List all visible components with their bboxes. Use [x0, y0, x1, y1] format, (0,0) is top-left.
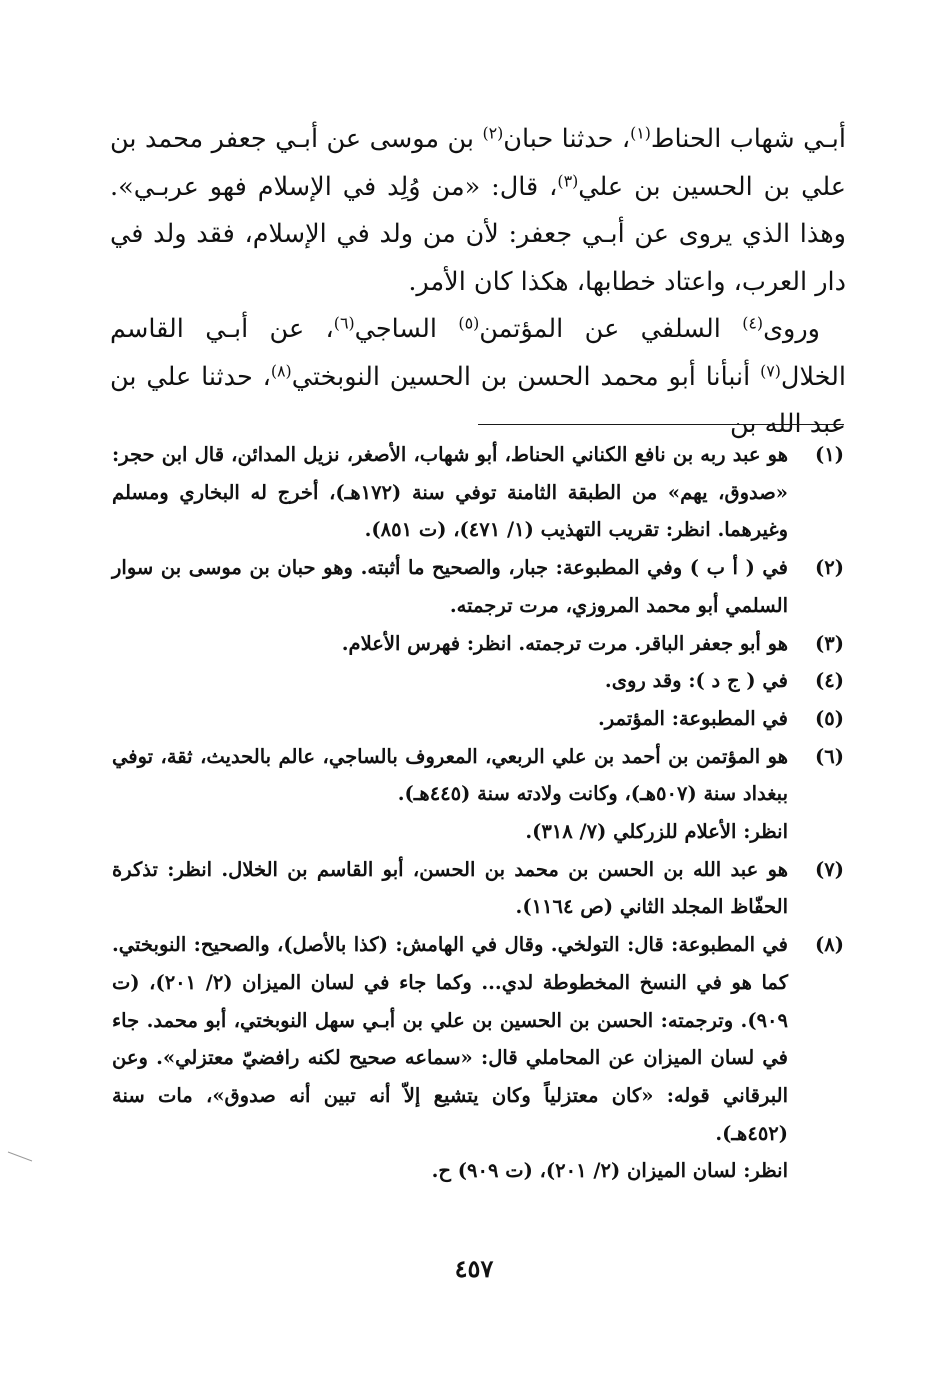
footnote-6: [112, 738, 844, 851]
footnote-7: [112, 851, 844, 926]
footnote-ref-8: (٨): [270, 360, 292, 380]
footnote-number: (٨): [815, 933, 844, 957]
footnote-text: [112, 625, 788, 663]
footnote-line: انظر: لسان الميزان (٢/ ٢٠١)، (ت ٩٠٩) ح.: [431, 1159, 788, 1183]
footnote-text: [112, 851, 788, 926]
footnote-1: [112, 436, 844, 549]
footnote-ref-4: (٤): [742, 313, 764, 333]
text-run: أبـي شهاب الحناط: [650, 124, 846, 154]
footnotes-section: [112, 436, 844, 1190]
footnote-number: (٢): [815, 556, 844, 580]
footnote-ref-6: (٦): [333, 313, 355, 333]
text-run: ، حدثنا علي بن عبد الله بن: [110, 361, 846, 439]
footnote-ref-2: (٢): [482, 123, 504, 143]
footnote-2: [112, 549, 844, 624]
footnote-3: [112, 625, 844, 663]
footnote-text: [112, 738, 788, 851]
footnote-number: (٦): [815, 744, 844, 768]
footnote-text: [112, 436, 788, 549]
footnote-ref-7: (٧): [760, 360, 781, 380]
footnote-ref-5: (٥): [458, 313, 480, 333]
page-number: [0, 1254, 948, 1283]
footnote-line: في المطبوعة: المؤتمر.: [598, 706, 788, 730]
text-run: أنبأنا أبو محمد الحسن بن الحسين النوبختي: [291, 361, 761, 392]
footnote-line: في ( أ ب ) وفي المطبوعة: جبار، والصحيح ما أثبته. وهو حبان بن موسى بن سوار السلمي أبو محمد المروزي، مرت ترجمته.: [112, 556, 788, 617]
footnote-line: هو المؤتمن بن أحمد بن علي الربعي، المعروف بالساجي، عالم بالحديث، ثقة، توفي ببغداد سنة (٥٠٧هـ)، وكانت ولادته سنة (٤٤٥هـ).: [112, 744, 788, 806]
footnote-line: هو عبد الله بن الحسن بن محمد بن الحسن، أبو القاسم بن الخلال. انظر: تذكرة الحفّاظ المجلد الثاني (ص ١١٦٤).: [112, 857, 788, 919]
footnote-ref-3: (٣): [557, 170, 579, 190]
footnote-line: في المطبوعة: قال: التولخي. وقال في الهامش: (كذا بالأصل)، والصحيح: النوبختي. كما هو في النسخ المخطوطة لدي... وكما جاء في لسان الميزان (٢/ ٢٠١)، (ت ٩٠٩). وترجمته: الحسن بن الحسين بن علي بن أبـي سهل النوبختي، أبو محمد. جاء في لسان الميزان عن المحاملي قال: «سماعه صحيح لكنه رافضيّ معتزلي». وعن البرقاني قوله: «كان معتزلياً وكان يتشيع إلاّ أنه تبين أنه صدوق»، مات سنة (٤٥٢هـ).: [112, 933, 788, 1145]
text-run: بن موسى عن أبـي جعفر محمد بن علي بن الحسين بن علي: [110, 124, 846, 202]
text-run: السلفي عن المؤتمن: [479, 314, 743, 344]
footnote-line: هو أبو جعفر الباقر. مرت ترجمته. انظر: فهرس الأعلام.: [341, 631, 788, 655]
footnote-text: [112, 926, 788, 1190]
footnote-number: (٤): [815, 669, 844, 693]
text-run: الساجي: [354, 314, 459, 344]
footnote-separator: [478, 424, 844, 425]
text-run: ، حدثنا حبان: [503, 124, 631, 154]
page-number-text: ٤٥٧: [454, 1254, 494, 1283]
footnote-line: هو عبد ربه بن نافع الكناني الحناط، أبو شهاب، الأصغر، نزيل المدائن، قال ابن حجر: «صدوق، يهم» من الطبقة الثامنة توفي سنة (١٧٢هـ)، أخرج له البخاري ومسلم وغيرهما. انظر: تقريب التهذيب (١/ ٤٧١)، (ت ٨٥١).: [112, 443, 788, 542]
footnote-8: [112, 926, 844, 1190]
footnote-number: (٥): [815, 706, 844, 730]
footnote-text: [112, 662, 788, 700]
footnote-4: [112, 662, 844, 700]
footnote-line: انظر: الأعلام للزركلي (٧/ ٣١٨).: [525, 820, 788, 844]
paragraph-1: [110, 116, 846, 306]
footnote-line: في ( ج د ): وقد روى.: [604, 669, 788, 693]
footnote-number: (١): [815, 443, 844, 466]
text-run: ، عن أبـي القاسم الخلال: [110, 314, 846, 392]
paragraph-2: [110, 306, 846, 449]
text-run: وروى: [763, 314, 820, 344]
footnote-text: [112, 549, 788, 624]
footnote-5: [112, 700, 844, 738]
text-run: ، قال: «من وُلِد في الإسلام فهو عربـي». وهذا الذي يروى عن أبـي جعفر: لأن من ولد في الإسلام، فقد ولد في دار العرب، واعتاد خطابها، هكذا كان الأمر.: [110, 171, 846, 297]
scan-mark-icon: [6, 1150, 36, 1164]
footnote-number: (٣): [815, 631, 844, 655]
footnote-text: [112, 700, 788, 738]
footnote-number: (٧): [815, 857, 844, 881]
footnote-ref-1: (١): [630, 123, 651, 143]
main-text: [110, 116, 846, 449]
